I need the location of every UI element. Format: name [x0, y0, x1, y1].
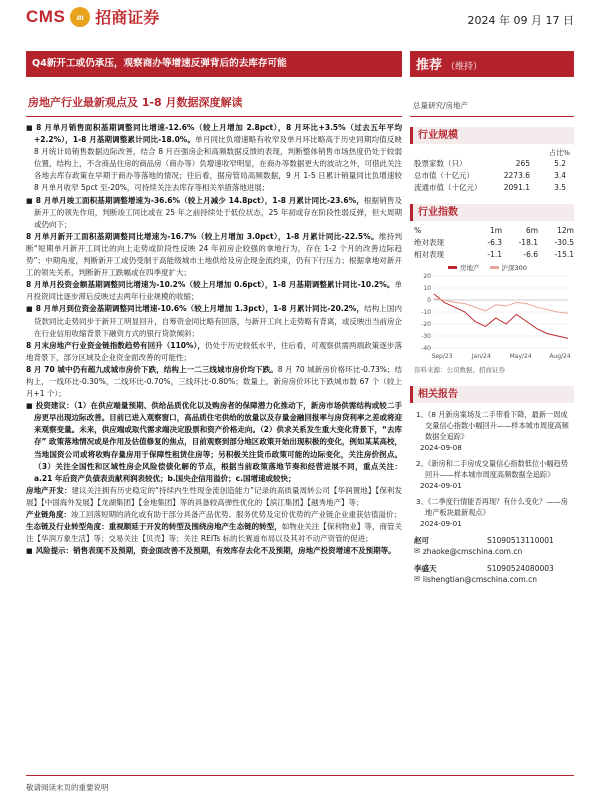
- bullet-icon: ■: [26, 547, 33, 556]
- industry-index-heading: 行业指数: [410, 204, 574, 221]
- related-report-item: [410, 496, 574, 529]
- y-tick-label: 20: [423, 273, 431, 280]
- scale-row: [410, 182, 574, 194]
- index-col-1m: 1m: [489, 226, 502, 235]
- rating-sub: （维持）: [446, 62, 483, 72]
- related-report-title: 2、《新房和二手房成交量信心指数低位小幅趋势回升——样本城市周度高频数据全追踪》: [416, 459, 568, 479]
- body-paragraph: [26, 195, 402, 231]
- related-report-date: 2024-09-01: [420, 481, 462, 490]
- index-label: 绝对表现: [414, 238, 444, 247]
- index-line-chart: [412, 272, 572, 364]
- series-line-property: [434, 294, 568, 338]
- bullet-icon: ■: [26, 196, 33, 205]
- index-header-row: [410, 225, 574, 237]
- paragraph-lead: 8 月末房地产行业资金链指数趋势有回升（110%），: [26, 340, 206, 350]
- index-col-12m: 12m: [557, 226, 574, 235]
- scale-value: 265: [515, 159, 530, 168]
- scale-label: 总市值（十亿元）: [414, 171, 474, 180]
- body-paragraph: [26, 521, 402, 545]
- scale-label: 股票家数（只）: [414, 159, 467, 168]
- analyst-card: [410, 563, 574, 585]
- related-reports-heading: 相关报告: [410, 386, 574, 403]
- analyst-license: S1090524080003: [487, 564, 554, 573]
- index-unit: %: [414, 226, 422, 235]
- analyst-email-row: [414, 546, 574, 557]
- index-value: -1.1: [487, 250, 502, 259]
- legend-swatch-property: [448, 266, 457, 269]
- scale-share: 3.4: [554, 171, 566, 180]
- main-body: [26, 116, 402, 766]
- x-tick-label: Sep/23: [431, 353, 453, 360]
- rating-badge: [410, 51, 574, 77]
- paragraph-text: 仍处于历史较低水平，往后看，可观察供需两端政策逐步落地背景下，部分区域及企业资金面改善的可能性；: [26, 340, 402, 362]
- paragraph-lead: 8 月单月竣工面积基期调整增速为-36.6%（较上月减少 14.8pct），1-8 月累计同比-23.6%，: [35, 195, 364, 205]
- index-value: -6.6: [523, 250, 538, 259]
- bullet-icon: ■: [26, 305, 33, 314]
- paragraph-text: 根据销售及新开工的领先作用，判断竣工同比或在 25 年之前持续处于低位状态，25 年初或存在阶段性弱反弹，但大周期或仍向下；: [34, 195, 402, 229]
- body-paragraph: [26, 279, 402, 303]
- paragraph-text: 维持判断“短期单月新开工同比的向上走势或阶段性反映 24 年初房企较强的拿地行为，存在 1-2 个月的改善边际趋势”；中期角度，判断新开工或仍受制于高能级城市土地供给及房企现金流约束，仍有下行压力；根据拿地对新开工的领先关系，判断新开工跌幅或在四季度扩大；: [26, 231, 402, 278]
- index-value: -30.5: [554, 238, 574, 247]
- scale-label: 流通市值（十亿元）: [414, 183, 482, 192]
- paragraph-lead: 8 月单月投资金额基期调整同比增速为-10.2%（较上月增加 0.6pct），1-8 月基期调整累计同比-10.2%。: [26, 280, 395, 290]
- paragraph-text: 单月投资同比逐步滞后反映过去两年行业规模的收缩；: [26, 280, 402, 302]
- paragraph-lead: 产业链角度：: [26, 510, 71, 519]
- related-report-date: 2024-09-01: [420, 519, 462, 528]
- body-paragraph: [26, 400, 402, 485]
- related-report-date: 2024-09-08: [420, 443, 462, 452]
- related-report-item: [410, 458, 574, 491]
- scale-table: [410, 158, 574, 194]
- email-icon: ✉: [414, 575, 420, 583]
- email-icon: ✉: [414, 547, 420, 555]
- analyst-name: 赵可: [414, 536, 429, 545]
- analyst-card: [410, 535, 574, 557]
- company-logo: [26, 5, 159, 28]
- page-footer: 敬请阅读末页的重要说明: [26, 775, 574, 793]
- analyst-email-row: [414, 574, 574, 585]
- index-row: [410, 249, 574, 261]
- analyst-email[interactable]: lishengtian@cmschina.com.cn: [422, 575, 538, 584]
- legend-label-hs300: 沪深300: [501, 264, 527, 272]
- paragraph-text: 竣工回落短期的消化或有助于部分具备产品优势、服务优势及定价优势的产业链企业重获估值溢价；: [71, 510, 401, 519]
- legend-swatch-hs300: [490, 266, 499, 269]
- report-title: Q4新开工或仍承压，观察商办等增速反弹背后的去库存可能: [26, 51, 402, 77]
- paragraph-lead: 8 月单月到位资金基期调整同比增速-10.6%（较上月增加 1.3pct），1-8 月累计同比-20.2%，: [35, 304, 365, 314]
- related-report-item: [410, 409, 574, 453]
- paragraph-lead: 风险提示：销售表现不及预期，资金面改善不及预期，有效库存去化不及预期，房地产投资增速不及预期等。: [35, 546, 396, 556]
- y-tick-label: -30: [421, 333, 431, 340]
- paragraph-lead: 8 月单月销售面积基期调整同比增速-12.6%（较上月增加 2.8pct），8 月环比+3.5%（过去五年平均+2.2%），1-8 月基期调整累计同比-18.0%。: [34, 123, 402, 145]
- scale-value: 2091.1: [503, 183, 530, 192]
- y-tick-label: -10: [421, 309, 431, 316]
- paragraph-text: 结构上国内贷款同比走势同步于新开工明显回升，自筹资金同比略有回落，与新开工向上走势略有背离，或反映出当前房企在行业信用收缩背景下融资方式的银行贷款倾斜；: [34, 304, 402, 338]
- legend-item-property: [448, 263, 480, 272]
- index-value: -15.1: [554, 250, 574, 259]
- index-label: 相对表现: [414, 250, 444, 259]
- paragraph-text: 单月同比负增速略有收窄及单月环比略高于历史同期均值反映 8 月统计局销售数据边际改善，结合 8 月百强房企和高频数据反馈的表现，判断整体销售市场热度仍处于较弱位置，结构上，不含商品住房的商品房（商办等）负增速收窄明显，在商办等数据更大的波动之外，可借此关注各地去库存政策在早期于商办等落地的情况；往后看，据房管局高频数据，9 月 1-5 日累计销量同比负增速较 8 月单月收窄 5pct 至-20%，可持续关注去库存等相关举措落地进展；: [34, 135, 402, 193]
- paragraph-lead: 房地产开发：: [26, 485, 72, 495]
- bullet-icon: ■: [26, 124, 34, 132]
- scale-share: 5.2: [554, 159, 566, 168]
- body-paragraph: [26, 485, 402, 509]
- analyst-id-row: [414, 535, 574, 546]
- body-paragraph: [26, 364, 402, 400]
- y-tick-label: -20: [421, 321, 431, 328]
- index-table: [410, 237, 574, 261]
- scale-row: [410, 158, 574, 170]
- body-paragraph: [26, 231, 402, 279]
- chart-source: 资料来源：公司数据、招商证券: [414, 366, 505, 374]
- legend-label-property: 房地产: [460, 264, 480, 272]
- page-header: [0, 0, 600, 36]
- rating-main: 推荐: [416, 58, 443, 73]
- index-row: [410, 237, 574, 249]
- chart-legend: [410, 263, 574, 272]
- logo-chinese: 招商证券: [95, 8, 160, 27]
- logo-latin: CMS: [26, 6, 66, 26]
- y-tick-label: 10: [423, 285, 431, 292]
- paragraph-text: 如物业关注【保利物业】等，商管关注【华润万象生活】等；交易关注【贝壳】等；关注 REITs 标的长赛道布局以及其对不动产资管的促进；: [26, 522, 402, 544]
- analyst-name: 李盛天: [414, 564, 437, 573]
- analyst-email[interactable]: zhaoke@cmschina.com.cn: [422, 547, 523, 556]
- bullet-icon: ■: [26, 402, 33, 411]
- legend-item-hs300: [490, 263, 527, 272]
- sidebar: [410, 116, 574, 776]
- paragraph-lead: 8 月 70 城中仍有超九成城市房价下跌，结构上一二三线城市房价均下跌。: [26, 364, 278, 374]
- paragraph-text: 8 月 70 城新房价格环比-0.73%；结构上，一线环比-0.30%，二线环比-0.70%，三线环比-0.80%；数量上，新房房价环比下跌城市数 67 个（较上月+1 个）；: [26, 364, 402, 399]
- logo-mark-icon: m: [70, 7, 90, 27]
- series-line-hs300: [434, 299, 568, 313]
- x-tick-label: Jan/24: [471, 353, 491, 360]
- body-paragraph: [26, 303, 402, 339]
- related-reports-list: [410, 409, 574, 529]
- industry-scale-heading: 行业规模: [410, 127, 574, 144]
- analyst-id-row: [414, 563, 574, 574]
- body-paragraph: [26, 509, 402, 521]
- paragraph-lead: 8 月单月新开工面积基期调整同比增速为-16.7%（较上月增加 3.0pct），1-8 月累计同比-22.5%。: [26, 231, 379, 241]
- report-subtitle: 房地产行业最新观点及 1-8 月数据深度解读: [28, 96, 243, 109]
- related-report-title: 3、《二季度行情能否再现？有什么变化？——房地产板块最新观点》: [416, 497, 568, 517]
- related-report-title: 1、《8 月新房案场及二手带看下降，最新一周成交量信心指数小幅回升——样本城市周度高频数据全追踪》: [416, 410, 569, 441]
- index-col-6m: 6m: [525, 226, 538, 235]
- x-tick-label: May/24: [509, 353, 532, 360]
- scale-share: 3.5: [554, 183, 566, 192]
- report-date: 2024 年 09 月 17 日: [467, 14, 574, 27]
- paragraph-text: 建议关注拥有历史稳定的“持续内生性现金流创造能力”记录的高质量周转公司【华润置地】【保利发展】【中国海外发展】【龙湖集团】【金地集团】等的具备较高弹性优化的【滨江集团】【越秀地产】等；: [26, 485, 402, 507]
- y-tick-label: -40: [421, 345, 431, 352]
- body-paragraph: [26, 545, 402, 557]
- scale-value: 2273.6: [503, 171, 530, 180]
- scale-unit: 占比%: [548, 148, 570, 157]
- paragraph-lead: 投资建议：（1）在供应端量预期、供给品质优化以及购房者的保障潜力化推动下，新房市场供需结构或较二手房更早出现边际改善。目前已进入观察窗口，高品质住宅供给的放量以及存量金融回报率与房贷利率之差或将迎来观察变量。未来，供应端或取代需求端决定股票和资产价格走向。（2）供求关系发生重大变化背景下，“去库存” 政策落地情况或是作用及估值修复的焦点，目前观察到部分地区政策开始出现积极的变化，例如某某高校，当地国资公司或将收购存量房用于保障性租赁住房等；另积极关注货币政策可能的边际变化，关注房价拐点。（3）关注全国性和区域性房企风险偿债化解的节点，根据当前政策落地节奏和经营进展不同，重点关注：a.21 年后资产负债表贡献利润表较优；b.国央企信用溢价；c.国增速或较快；: [34, 401, 402, 483]
- scale-row: [410, 170, 574, 182]
- y-tick-label: 0: [427, 297, 431, 304]
- report-category: 总量研究/房地产: [413, 101, 469, 110]
- analyst-license: S1090513110001: [487, 536, 554, 545]
- body-paragraph: [26, 340, 402, 364]
- analyst-list: [410, 535, 574, 585]
- index-value: -18.1: [518, 238, 538, 247]
- paragraph-lead: 生态链及行业转型角度：重视顺延于开发的转型及围绕房地产生态链的转型，: [26, 522, 282, 532]
- x-tick-label: Aug/24: [549, 353, 571, 360]
- index-value: -6.3: [487, 238, 502, 247]
- body-paragraph: [26, 122, 402, 195]
